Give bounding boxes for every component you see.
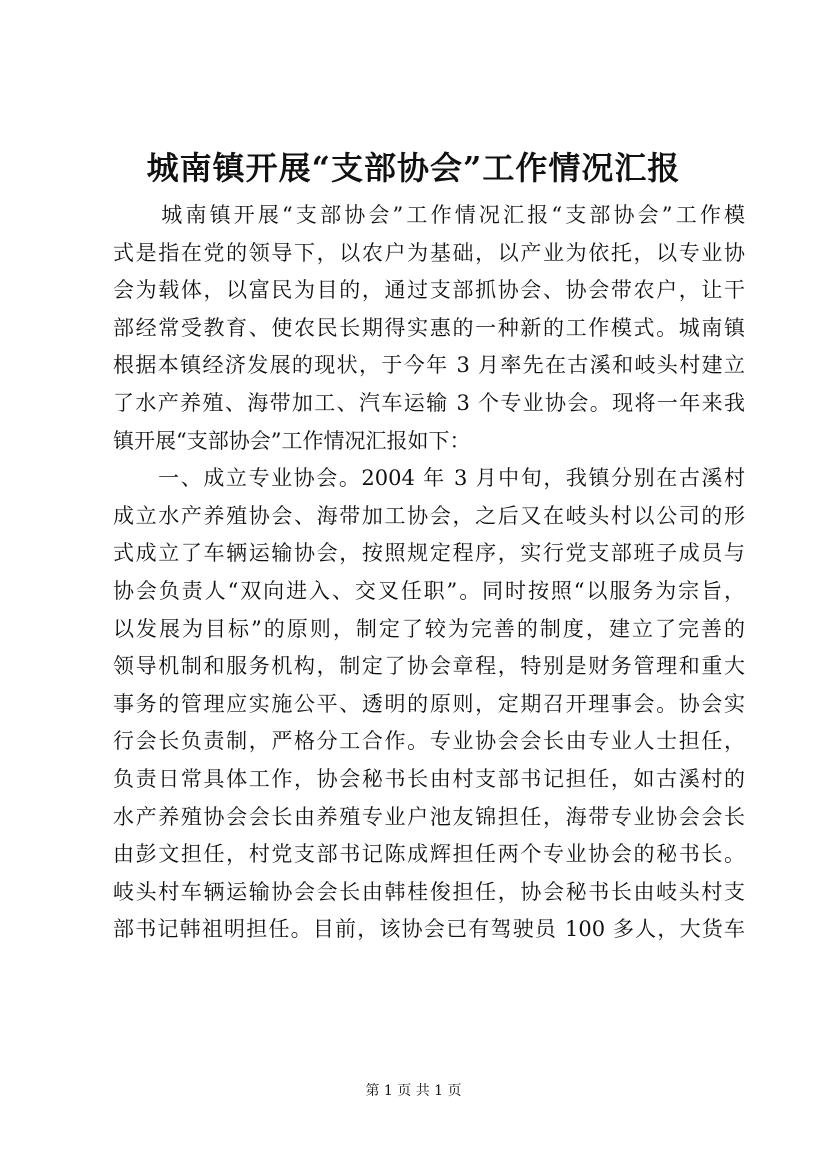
text-line: 领导机制和服务机构，制定了协会章程，特别是财务管理和重大 xyxy=(113,654,745,679)
text-line: 由彭文担任，村党支部书记陈成辉担任两个专业协会的秘书长。 xyxy=(113,842,745,867)
text-line: 一、成立专业协会。2004 年 3 月中旬，我镇分别在古溪村 xyxy=(113,466,745,491)
text-line: 水产养殖协会会长由养殖专业户池友锦担任，海带专业协会会长 xyxy=(113,804,745,829)
text-line: 式是指在党的领导下，以农户为基础，以产业为依托，以专业协 xyxy=(113,240,745,265)
text-line: 成立水产养殖协会、海带加工协会，之后又在岐头村以公司的形 xyxy=(113,503,745,528)
text-line: 城南镇开展“支部协会”工作情况汇报“支部协会”工作模 xyxy=(113,203,745,227)
document-title: 城南镇开展“支部协会”工作情况汇报 xyxy=(146,149,681,187)
text-line xyxy=(113,949,745,987)
text-line: 协会负责人“双向进入、交叉任职”。同时按照“以服务为宗旨， xyxy=(113,578,745,603)
text-line: 会为载体，以富民为目的，通过支部抓协会、协会带农户，让干 xyxy=(113,278,745,303)
text-line: 式成立了车辆运输协会，按照规定程序，实行党支部班子成员与 xyxy=(113,541,745,566)
text-line: 以发展为目标”的原则，制定了较为完善的制度，建立了完善的 xyxy=(113,616,745,641)
text-line: 根据本镇经济发展的现状，于今年 3 月率先在古溪和岐头村建立 xyxy=(113,353,745,378)
text-line: 行会长负责制，严格分工合作。专业协会会长由专业人士担任， xyxy=(113,729,745,754)
text-line: 负责日常具体工作，协会秘书长由村支部书记担任，如古溪村的 xyxy=(113,766,745,791)
document-body xyxy=(113,197,745,986)
text-line: 部经常受教育、使农民长期得实惠的一种新的工作模式。城南镇 xyxy=(113,315,745,340)
page-number-footer: 第 1 页 共 1 页 xyxy=(365,1083,462,1099)
text-line: 部书记韩祖明担任。目前，该协会已有驾驶员 100 多人，大货车 xyxy=(113,917,745,942)
paragraph-section-one xyxy=(113,460,745,986)
text-line: 了水产养殖、海带加工、汽车运输 3 个专业协会。现将一年来我 xyxy=(113,390,745,415)
text-line: 岐头村车辆运输协会会长由韩桂俊担任，协会秘书长由岐头村支 xyxy=(113,879,745,904)
text-line: 镇开展“支部协会”工作情况汇报如下： xyxy=(113,428,471,453)
paragraph-intro xyxy=(113,197,745,460)
text-line: 事务的管理应实施公平、透明的原则，定期召开理事会。协会实 xyxy=(113,691,745,716)
